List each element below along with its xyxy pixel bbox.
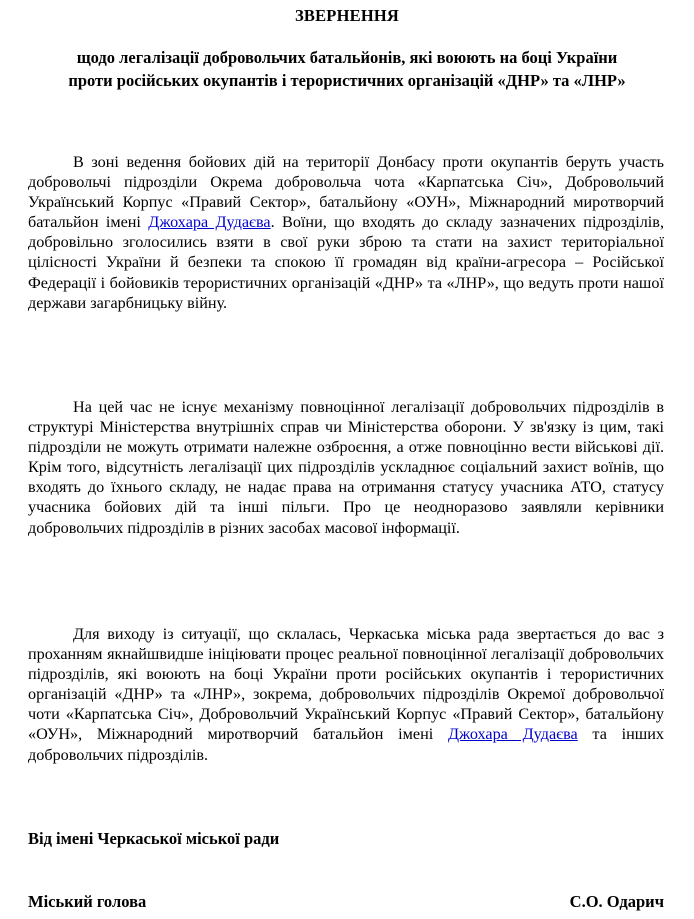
paragraph-3-text-a: Для виходу із ситуації, що склалась, Черкаська міська рада звертається до вас з проханням якнайшвидше ініціювати процес реальної повноцінної легалізації добровольчих підрозділів, які воюють на боці України проти російських окупантів і терористичних організацій «ДНР» та «ЛНР», зокрема, добровольчих підрозділів Окремої добровольчої чоти «Карпатська Січ», Добровольчий Український Корпус «Правий Сектор», батальйону «ОУН», Міжнародний миротворчий батальйон імені (28, 625, 664, 744)
paragraph-3-text-b: та інших добровольчих підрозділів. (28, 725, 664, 764)
subtitle-line-2: проти російських окупантів і терористичних організацій «ДНР» та «ЛНР» (68, 71, 626, 90)
document-title: ЗВЕРНЕННЯ (294, 6, 400, 25)
signature-name: С.О. Одарич (569, 892, 664, 911)
paragraph-2: На цей час не існує механізму повноцінної легалізації добровольчих підрозділів в структурі Міністерства внутрішніх справ чи Міністерства оборони. У зв'язку із цим, такі підрозділи не можуть отримати належне озброєння, а отже повноцінно вести військові дії. Крім того, відсутність легалізації цих підрозділів ускладнює соціальний захист воїнів, що входять до їхнього складу, не надає права на отримання статусу учасника АТО, статусу учасника бойових дій та інші пільги. Про це неодноразово заявляли керівники добровольчих підрозділів в різних засобах масової інформації. (28, 398, 664, 537)
paragraph-1 (28, 152, 664, 313)
paragraph-1-text-a: В зоні ведення бойових дій на території Донбасу проти окупантів беруть участь добровольчі підрозділи Окрема добровольча чота «Карпатська Січ», Добровольчий Український Корпус «Правий Сектор», батальйону «ОУН», Міжнародний миротворчий батальйон імені (28, 153, 664, 232)
paragraph-3 (28, 624, 664, 765)
paragraph-1-text-b: . Воїни, що входять до складу зазначених підрозділів, добровільно зголосились взяти в свої руки зброю та стати на захист територіальної цілісності України й безпеки та спокою її громадян від країни-агресора – Російської Федерації і бойовиків терористичних організацій «ДНР» та «ЛНР», що ведуть проти нашої держави загарбницьку війну. (28, 213, 664, 312)
dudaev-link-2[interactable]: Джохара Дудаєва (448, 725, 578, 744)
dudaev-link-1[interactable]: Джохара Дудаєва (148, 213, 271, 232)
subtitle-line-1: щодо легалізації добровольчих батальйонів, які воюють на боці України (76, 48, 618, 67)
signature-organization: Від імені Черкаської міської ради (28, 829, 280, 848)
signature-role: Міський голова (28, 892, 147, 911)
document-subtitle (30, 46, 664, 92)
